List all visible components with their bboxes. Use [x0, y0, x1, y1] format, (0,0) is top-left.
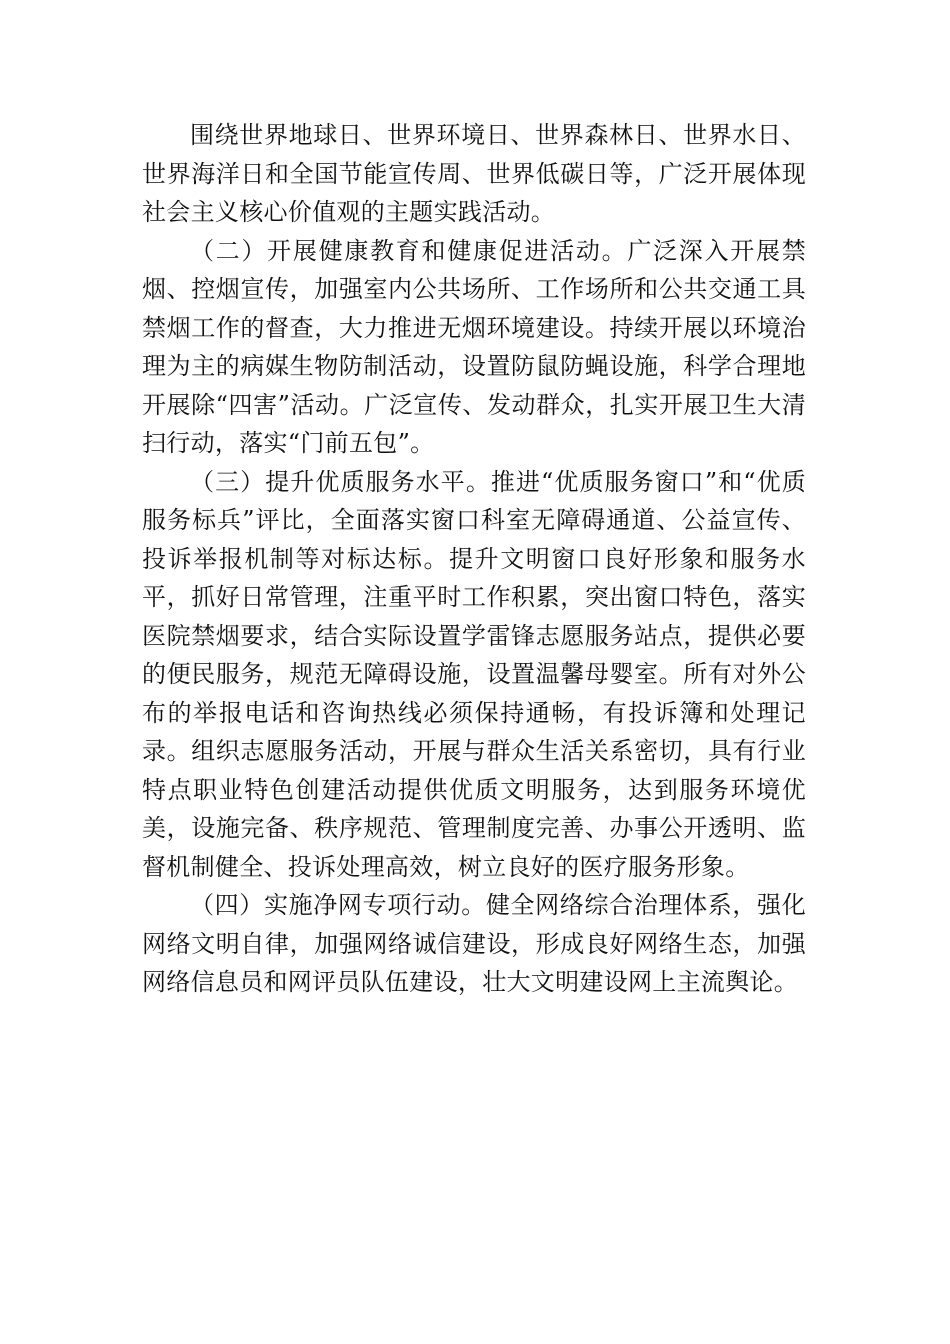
paragraph-environment-days: 围绕世界地球日、世界环境日、世界森林日、世界水日、世界海洋日和全国节能宣传周、世界低碳日等，广泛开展体现社会主义核心价值观的主题实践活动。	[142, 121, 806, 226]
paragraph-clean-network: （四）实施净网专项行动。健全网络综合治理体系，强化网络文明自律，加强网络诚信建设，形成良好网络生态，加强网络信息员和网评员队伍建设，壮大文明建设网上主流舆论。	[142, 891, 806, 996]
paragraph-quality-service: （三）提升优质服务水平。推进“优质服务窗口”和“优质服务标兵”评比，全面落实窗口科室无障碍通道、公益宣传、投诉举报机制等对标达标。提升文明窗口良好形象和服务水平，抓好日常管理，注重平时工作积累，突出窗口特色，落实医院禁烟要求，结合实际设置学雷锋志愿服务站点，提供必要的便民服务，规范无障碍设施，设置温馨母婴室。所有对外公布的举报电话和咨询热线必须保持通畅，有投诉簿和处理记录。组织志愿服务活动，开展与群众生活关系密切，具有行业特点职业特色创建活动提供优质文明服务，达到服务环境优美，设施完备、秩序规范、管理制度完善、办事公开透明、监督机制健全、投诉处理高效，树立良好的医疗服务形象。	[142, 467, 806, 881]
document-body	[142, 116, 806, 1002]
paragraph-health-education: （二）开展健康教育和健康促进活动。广泛深入开展禁烟、控烟宣传，加强室内公共场所、工作场所和公共交通工具禁烟工作的督查，大力推进无烟环境建设。持续开展以环境治理为主的病媒生物防制活动，设置防鼠防蝇设施，科学合理地开展除“四害”活动。广泛宣传、发动群众，扎实开展卫生大清扫行动，落实“门前五包”。	[142, 236, 806, 457]
